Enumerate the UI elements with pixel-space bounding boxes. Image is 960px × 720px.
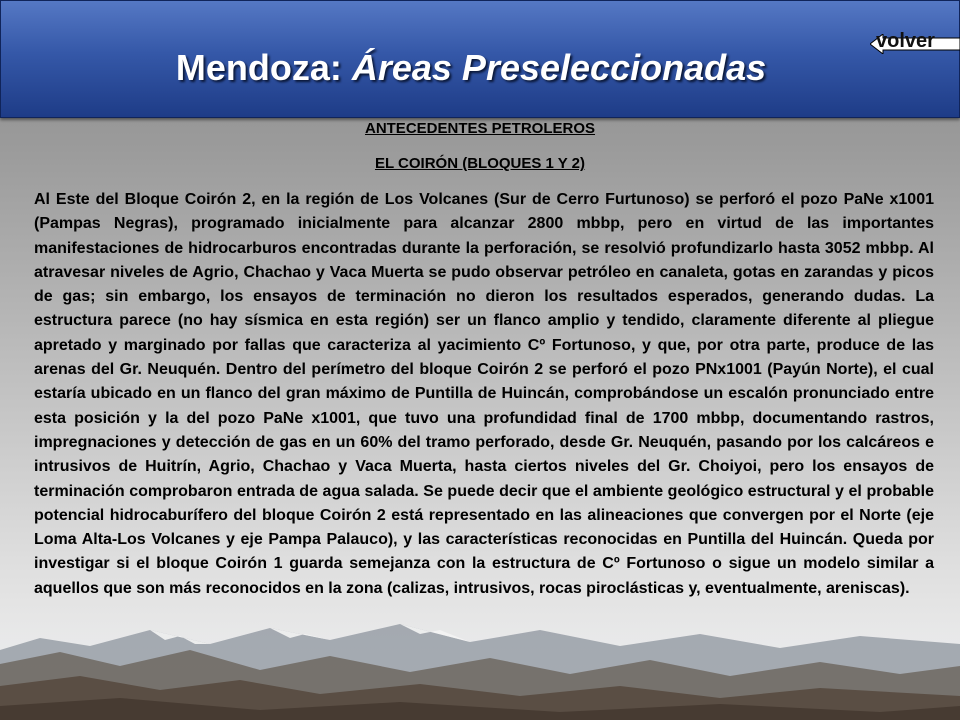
block-heading: EL COIRÓN (BLOQUES 1 Y 2) bbox=[374, 155, 586, 172]
volver-button[interactable] bbox=[870, 30, 960, 54]
mountain-landscape-image bbox=[0, 600, 960, 720]
volver-label: volver bbox=[876, 30, 935, 52]
body-paragraph: Al Este del Bloque Coirón 2, en la región de Los Volcanes (Sur de Cerro Furtunoso) se perforó el pozo PaNe x1001 (Pampas Negras), programado inicialmente para alcanzar 2800 mbbp, pero en virtud de las importantes manifestaciones de hidrocarburos encontradas durante la perforación, se resolvió profundizarlo hasta 3052 mbbp. Al atravesar niveles de Agrio, Chachao y Vaca Muerta se pudo observar petróleo en canaleta, gotas en zarandas y picos de gas; sin embargo, los ensayos de terminación no dieron los resultados esperados, generando dudas. La estructura parece (no hay sísmica en esta región) ser un flanco amplio y tendido, claramente diferente al pliegue apretado y marginado por fallas que caracteriza al yacimiento Cº Fortunoso, y que, por otra parte, produce de las arenas del Gr. Neuquén. Dentro del perímetro del bloque Coirón 2 se perforó el pozo PNx1001 (Payún Norte), el cual estaría ubicado en un flanco del gran máximo de Puntilla de Huincán, comprobándose un escalón pronunciado entre esta posición y la del pozo PaNe x1001, que tuvo una profundidad final de 1700 mbbp, documentando rastros, impregnaciones y detección de gas en un 60% del tramo perforado, desde Gr. Neuquén, pasando por los calcáreos e intrusivos de Huitrín, Agrio, Chachao y Vaca Muerta, hasta ciertos niveles del Gr. Choiyoi, pero los ensayos de terminación comprobaron entrada de agua salada. Se puede decir que el ambiente geológico estructural y el probable potencial hidrocaburífero del bloque Coirón 2 está representado en las alineaciones que convergen por el Norte (eje Loma Alta-Los Volcanes y eje Pampa Palauco), y las características reconocidas en Puntilla del Huincán. Queda por investigar si el bloque Coirón 1 guarda semejanza con la estructura de Cº Fortunoso o sigue un modelo similar a aquellos que son más reconocidos en la zona (calizas, intrusivos, rocas piroclásticas y, eventualmente, areniscas). bbox=[34, 191, 934, 597]
title-bar bbox=[0, 0, 960, 118]
title-text: Mendoza: bbox=[175, 47, 352, 88]
section-heading: ANTECEDENTES PETROLEROS bbox=[364, 120, 596, 137]
page-title bbox=[1, 43, 941, 93]
title-text-italic: Áreas Preseleccionadas bbox=[351, 47, 767, 88]
